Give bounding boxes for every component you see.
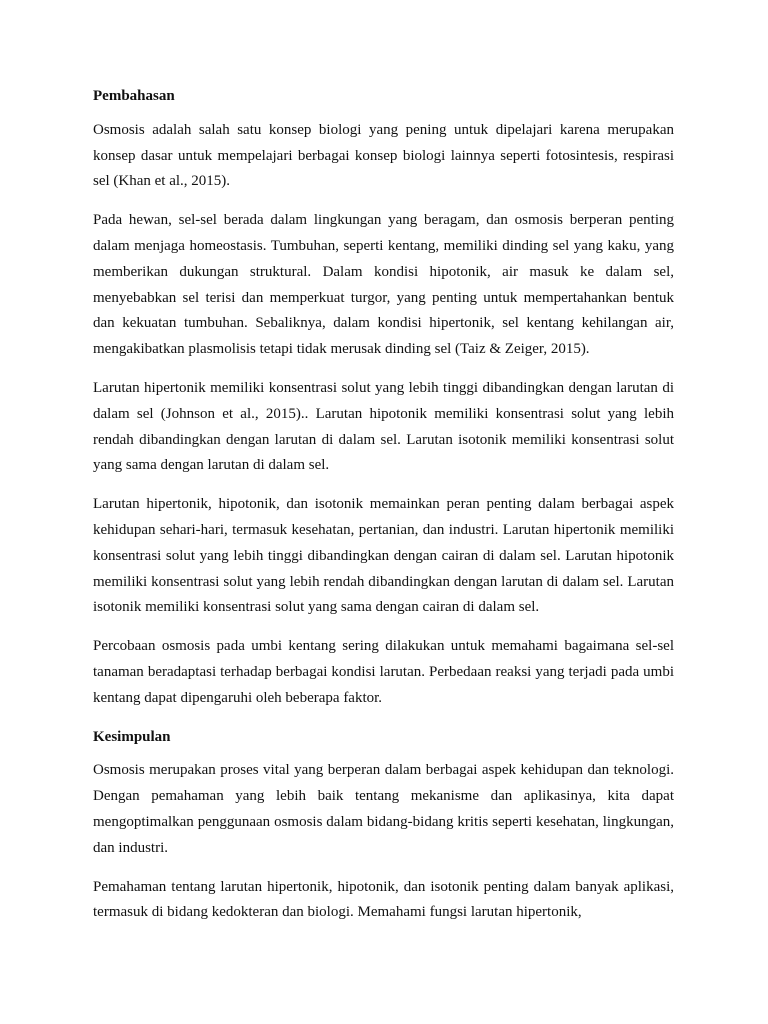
- paragraph: Percobaan osmosis pada umbi kentang sering dilakukan untuk memahami bagaimana sel-sel tanaman beradaptasi terhadap berbagai kondisi larutan. Perbedaan reaksi yang terjadi pada umbi kentang dapat dipengaruhi oleh beberapa faktor.: [93, 638, 674, 706]
- document-body: [93, 84, 674, 926]
- paragraph: Larutan hipertonik, hipotonik, dan isotonik memainkan peran penting dalam berbagai aspek kehidupan sehari-hari, termasuk kesehatan, pertanian, dan industri. Larutan hipertonik memiliki konsentrasi solut yang lebih tinggi dibandingkan dengan cairan di dalam sel. Larutan hipotonik memiliki konsentrasi solut yang lebih rendah dibandingkan dengan larutan di dalam sel. Larutan isotonik memiliki konsentrasi solut yang sama dengan cairan di dalam sel.: [93, 496, 674, 616]
- section-heading-pembahasan: Pembahasan: [93, 88, 175, 104]
- paragraph: Osmosis adalah salah satu konsep biologi yang pening untuk dipelajari karena merupakan konsep dasar untuk mempelajari berbagai konsep biologi lainnya seperti fotosintesis, respirasi sel (Khan et al., 2015).: [93, 121, 674, 190]
- paragraph: Osmosis merupakan proses vital yang berperan dalam berbagai aspek kehidupan dan teknologi. Dengan pemahaman yang lebih baik tentang mekanisme dan aplikasinya, kita dapat mengoptimalkan penggunaan osmosis dalam bidang-bidang kritis seperti kesehatan, lingkungan, dan industri.: [93, 762, 674, 856]
- paragraph: Pada hewan, sel-sel berada dalam lingkungan yang beragam, dan osmosis berperan penting dalam menjaga homeostasis. Tumbuhan, seperti kentang, memiliki dinding sel yang kaku, yang memberikan dukungan struktural. Dalam kondisi hipotonik, air masuk ke dalam sel, menyebabkan sel terisi dan memperkuat turgor, yang penting untuk mempertahankan bentuk dan kekuatan tumbuhan. Sebaliknya, dalam kondisi hipertonik, sel kentang kehilangan air, mengakibatkan plasmolisis tetapi tidak merusak dinding sel (Taiz & Zeiger, 2015).: [93, 212, 674, 358]
- paragraph: Pemahaman tentang larutan hipertonik, hipotonik, dan isotonik penting dalam banyak aplikasi, termasuk di bidang kedokteran dan biologi. Memahami fungsi larutan hipertonik,: [93, 878, 674, 921]
- section-heading-kesimpulan: Kesimpulan: [93, 728, 171, 745]
- paragraph: Larutan hipertonik memiliki konsentrasi solut yang lebih tinggi dibandingkan dengan larutan di dalam sel (Johnson et al., 2015).. Larutan hipotonik memiliki konsentrasi solut yang lebih rendah dibandingkan dengan larutan di dalam sel. Larutan isotonik memiliki konsentrasi solut yang sama dengan larutan di dalam sel.: [93, 379, 674, 474]
